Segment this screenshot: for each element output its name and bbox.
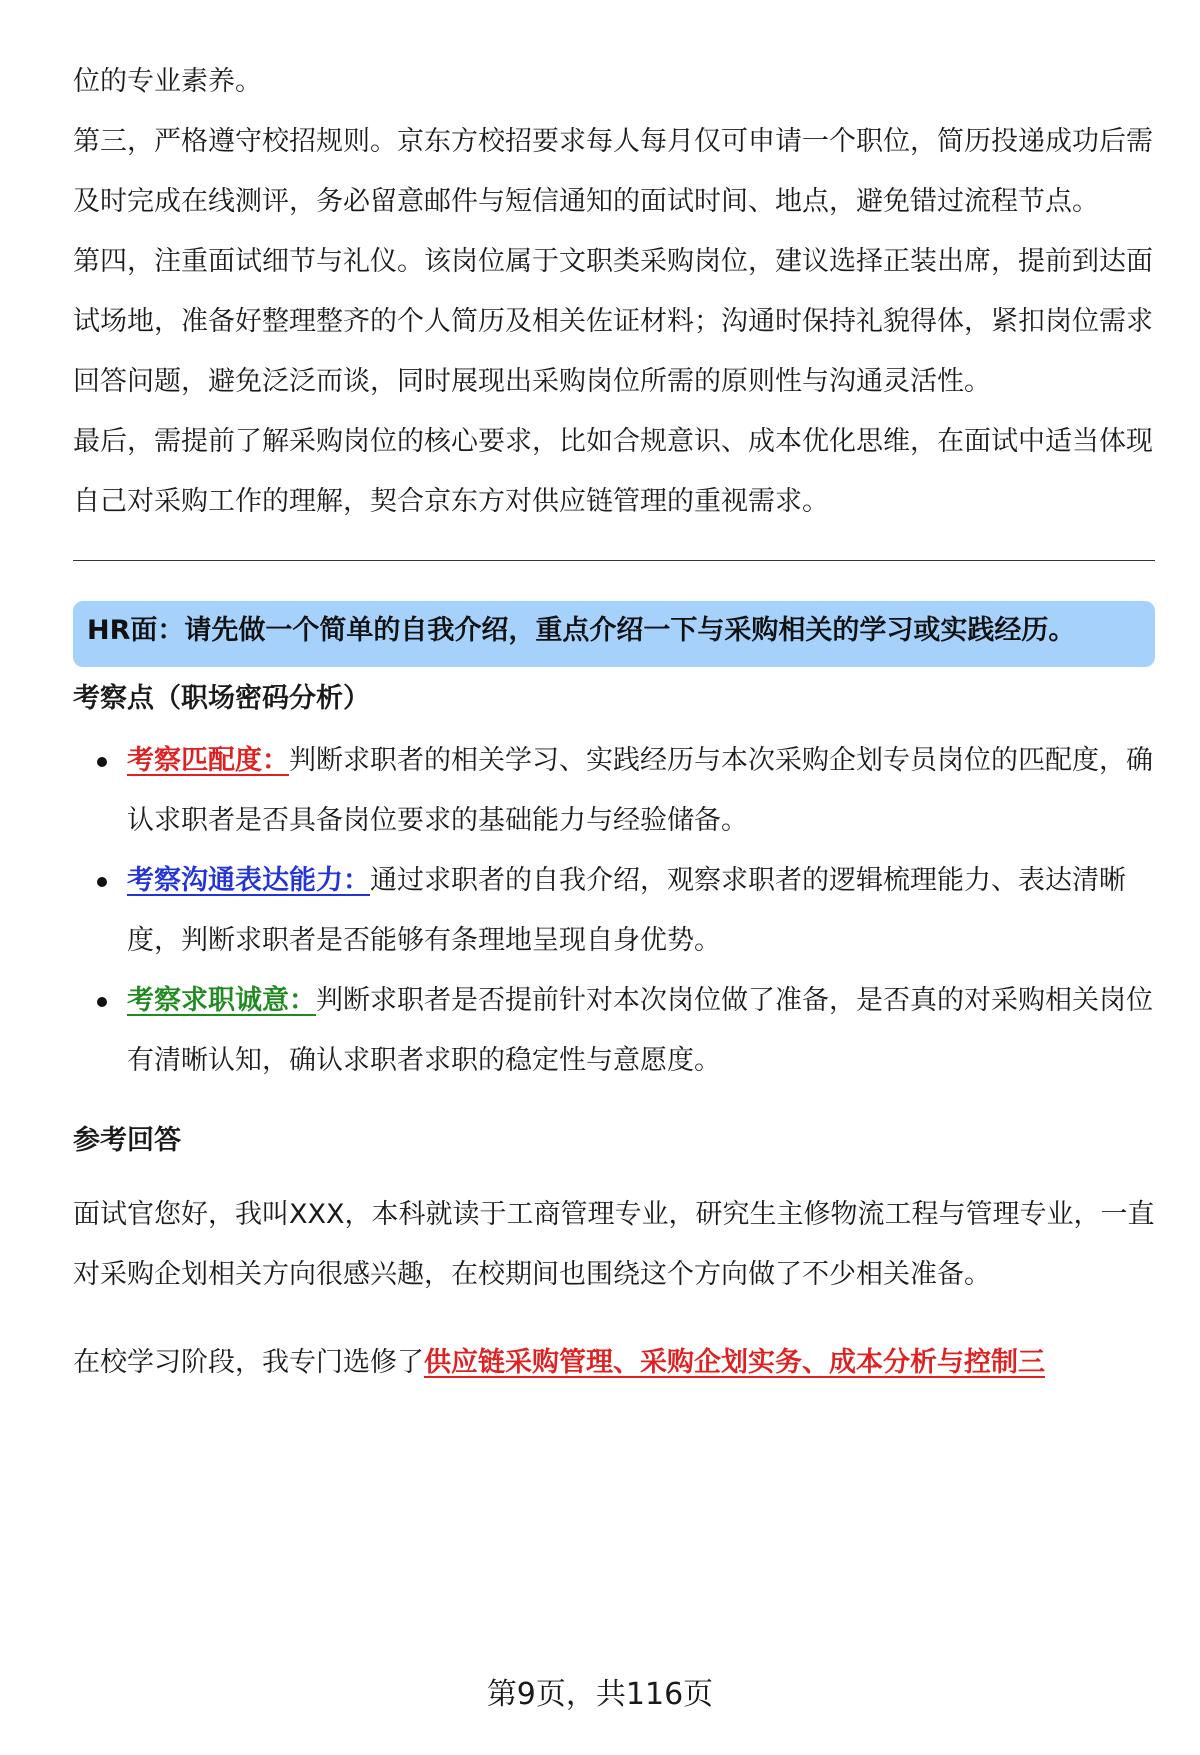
paragraph: 位的专业素养。 <box>73 66 262 97</box>
answer-text: 在校学习阶段，我专门选修了 <box>73 1347 424 1378</box>
bullet-label: 考察匹配度： <box>127 745 289 776</box>
bullet-label: 考察沟通表达能力： <box>127 865 370 896</box>
bullet-dot-icon <box>97 757 107 767</box>
bullet-text: 判断求职者的相关学习、实践经历与本次采购企划专员岗位的匹配度，确认求职者是否具备岗位要求的基础能力与经验储备。 <box>127 745 1153 836</box>
list-item <box>73 731 1155 851</box>
paragraph: 最后，需提前了解采购岗位的核心要求，比如合规意识、成本优化思维，在面试中适当体现自己对采购工作的理解，契合京东方对供应链管理的重视需求。 <box>73 426 1153 517</box>
bullet-label: 考察求职诚意： <box>127 985 316 1016</box>
bullet-text: 通过求职者的自我介绍，观察求职者的逻辑梳理能力、表达清晰度，判断求职者是否能够有条理地呈现自身优势。 <box>127 865 1126 956</box>
answer-paragraph <box>73 1333 1155 1393</box>
answer-paragraph: 面试官您好，我叫XXX，本科就读于工商管理专业，研究生主修物流工程与管理专业，一直对采购企划相关方向很感兴趣，在校期间也围绕这个方向做了不少相关准备。 <box>73 1199 1155 1290</box>
analysis-list <box>73 731 1155 1091</box>
bullet-dot-icon <box>97 997 107 1007</box>
page-footer: 第9页，共116页 <box>486 1677 714 1712</box>
section-divider <box>73 560 1155 561</box>
highlighted-courses: 供应链采购管理、采购企划实务、成本分析与控制三 <box>424 1347 1045 1378</box>
list-item <box>73 851 1155 971</box>
analysis-heading: 考察点（职场密码分析） <box>73 683 370 714</box>
paragraph: 第三，严格遵守校招规则。京东方校招要求每人每月仅可申请一个职位，简历投递成功后需及时完成在线测评，务必留意邮件与短信通知的面试时间、地点，避免错过流程节点。 <box>73 126 1153 217</box>
answer-heading: 参考回答 <box>73 1125 181 1156</box>
bullet-text: 判断求职者是否提前针对本次岗位做了准备，是否真的对采购相关岗位有清晰认知，确认求职者求职的稳定性与意愿度。 <box>127 985 1153 1076</box>
list-item <box>73 971 1155 1091</box>
paragraph: 第四，注重面试细节与礼仪。该岗位属于文职类采购岗位，建议选择正装出席，提前到达面试场地，准备好整理整齐的个人简历及相关佐证材料；沟通时保持礼貌得体，紧扣岗位需求回答问题，避免泛泛而谈，同时展现出采购岗位所需的原则性与沟通灵活性。 <box>73 246 1153 397</box>
page-content <box>73 52 1155 1393</box>
question-box: HR面：请先做一个简单的自我介绍，重点介绍一下与采购相关的学习或实践经历。 <box>73 601 1155 667</box>
bullet-dot-icon <box>97 877 107 887</box>
